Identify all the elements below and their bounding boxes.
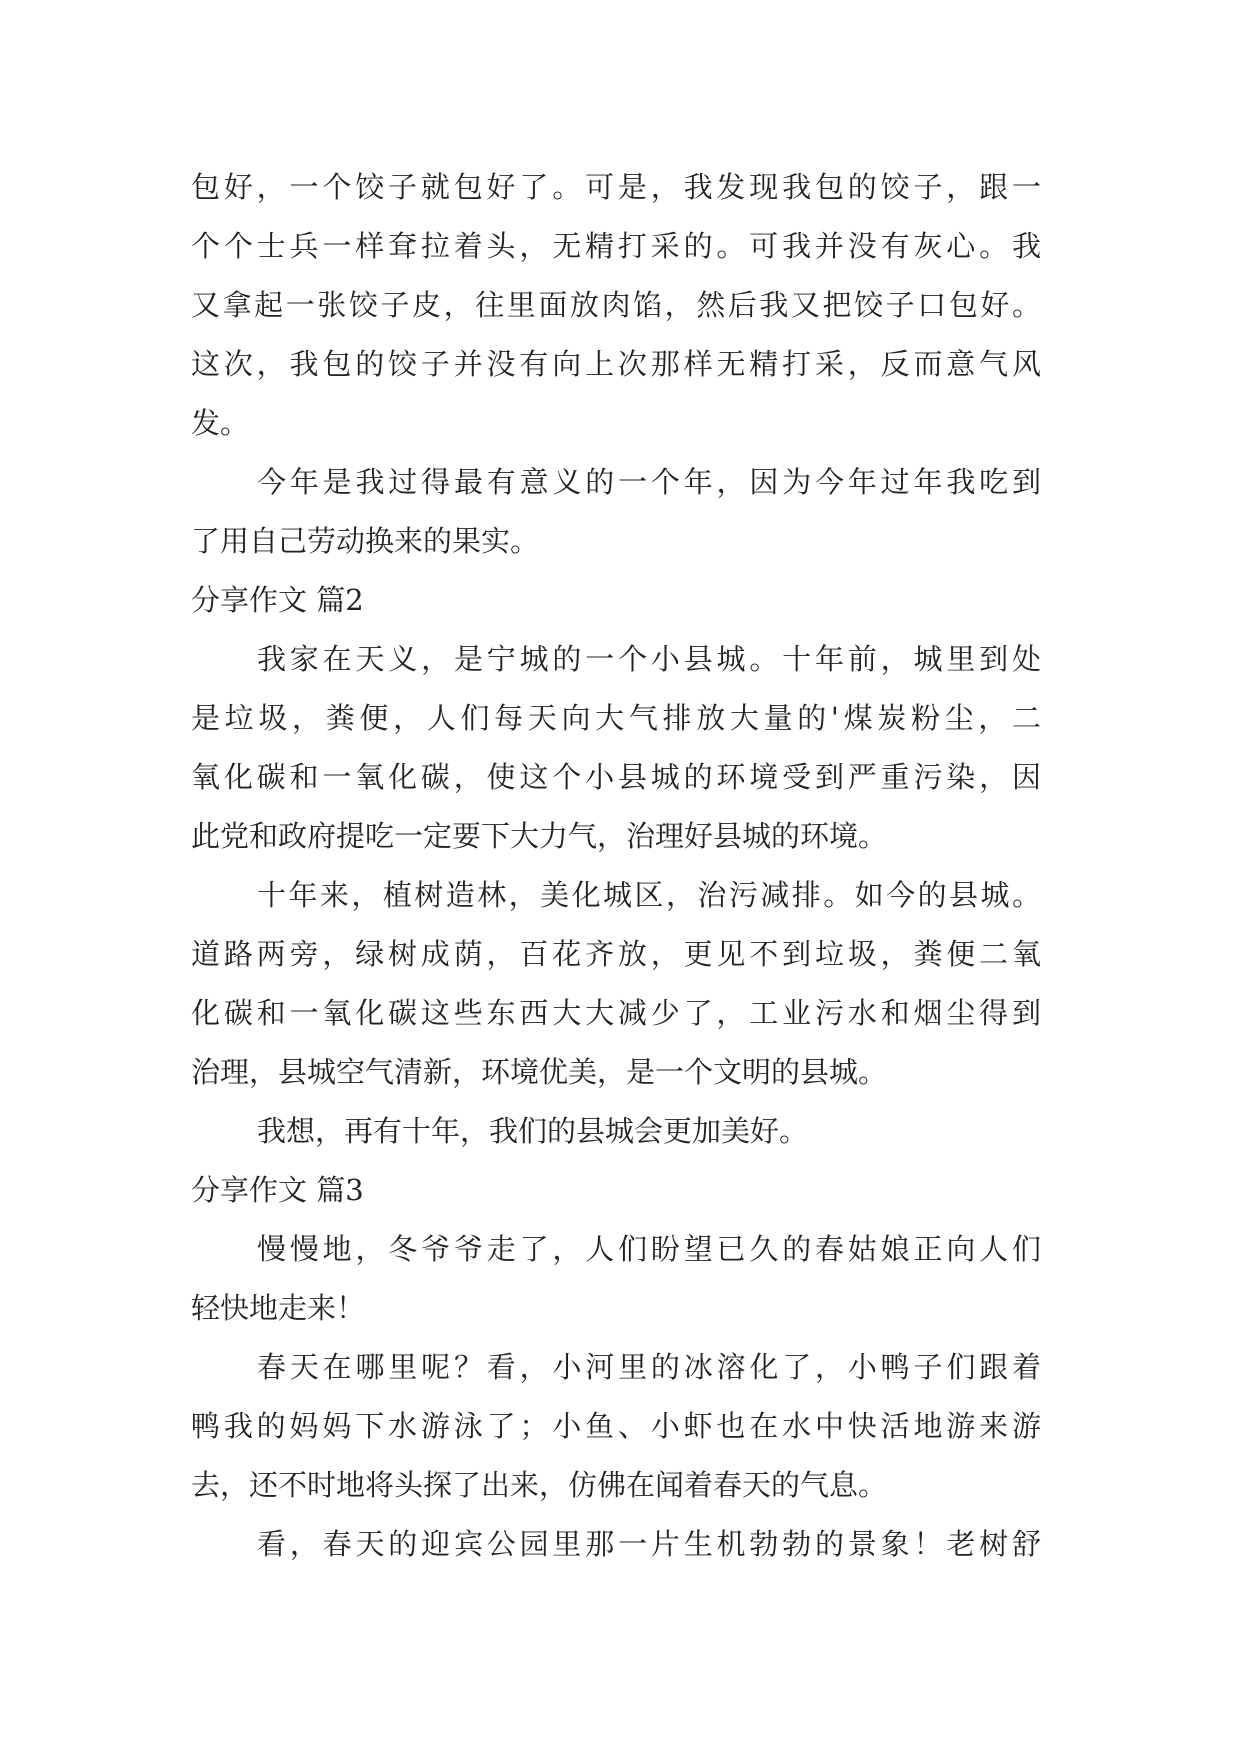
text-line: 十年来，植树造林，美化城区，治污减排。如今的县城。	[257, 878, 1041, 912]
text-line: 看，春天的迎宾公园里那一片生机勃勃的景象！老树舒	[257, 1527, 1041, 1561]
text-line: 了用自己劳动换来的果实。	[191, 524, 540, 558]
text-line: 我家在天义，是宁城的一个小县城。十年前，城里到处	[257, 642, 1041, 676]
paragraph	[191, 1102, 1061, 1161]
text-line: 发。	[191, 406, 250, 440]
text-line: 氧化碳和一氧化碳，使这个小县城的环境受到严重污染，因	[191, 760, 1041, 794]
text-line: 治理，县城空气清新，环境优美，是一个文明的县城。	[191, 1055, 888, 1089]
paragraph-continuation	[191, 158, 1061, 453]
text-line: 化碳和一氧化碳这些东西大大减少了，工业污水和烟尘得到	[191, 996, 1041, 1030]
section-heading: 分享作文 篇3	[191, 1173, 364, 1207]
text-line: 慢慢地，冬爷爷走了，人们盼望已久的春姑娘正向人们	[257, 1232, 1041, 1266]
text-line: 春天在哪里呢？看，小河里的冰溶化了，小鸭子们跟着	[257, 1350, 1041, 1384]
text-line: 个个士兵一样耷拉着头，无精打采的。可我并没有灰心。我	[191, 229, 1041, 263]
text-line: 此党和政府提吃一定要下大力气，治理好县城的环境。	[191, 819, 888, 853]
text-line: 包好，一个饺子就包好了。可是，我发现我包的饺子，跟一	[191, 170, 1041, 204]
text-line: 我想，再有十年，我们的县城会更加美好。	[257, 1114, 809, 1148]
text-line: 道路两旁，绿树成荫，百花齐放，更见不到垃圾，粪便二氧	[191, 937, 1041, 971]
section-heading: 分享作文 篇2	[191, 583, 364, 617]
text-line: 鸭我的妈妈下水游泳了；小鱼、小虾也在水中快活地游来游	[191, 1409, 1041, 1443]
text-line: 这次，我包的饺子并没有向上次那样无精打采，反而意气风	[191, 347, 1041, 381]
paragraph	[191, 866, 1061, 1102]
paragraph	[191, 630, 1061, 866]
paragraph-closing	[191, 453, 1061, 571]
paragraph	[191, 1338, 1061, 1515]
text-line: 轻快地走来！	[191, 1291, 366, 1325]
paragraph	[191, 1515, 1061, 1574]
text-line: 去，还不时地将头探了出来，仿佛在闻着春天的气息。	[191, 1468, 888, 1502]
text-line: 是垃圾，粪便，人们每天向大气排放大量的'煤炭粉尘，二	[191, 701, 1041, 735]
document-body	[191, 158, 1061, 1574]
paragraph	[191, 1220, 1061, 1338]
text-line: 又拿起一张饺子皮，往里面放肉馅，然后我又把饺子口包好。	[191, 288, 1041, 322]
text-line: 今年是我过得最有意义的一个年，因为今年过年我吃到	[257, 465, 1041, 499]
